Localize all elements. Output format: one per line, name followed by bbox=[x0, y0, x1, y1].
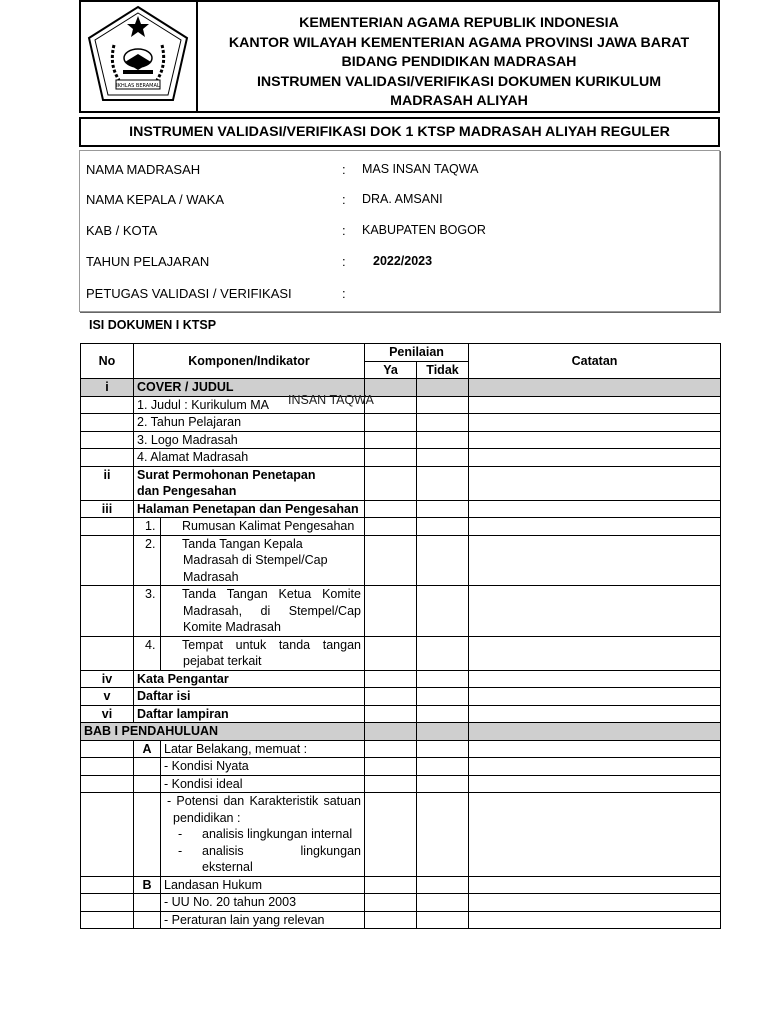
cell-notes[interactable] bbox=[469, 414, 721, 432]
cell-yes[interactable] bbox=[365, 466, 417, 500]
internal-analysis-label: - analisis lingkungan internal bbox=[178, 827, 353, 841]
cell-notes[interactable] bbox=[469, 466, 721, 500]
cell-notes[interactable] bbox=[469, 500, 721, 518]
row-label: - Kondisi Nyata bbox=[161, 758, 365, 776]
cell-yes[interactable] bbox=[365, 723, 417, 741]
cell-yes[interactable] bbox=[365, 636, 417, 670]
cell-no[interactable] bbox=[417, 379, 469, 397]
header-text bbox=[198, 14, 720, 112]
cell-yes[interactable] bbox=[365, 670, 417, 688]
col-header-component: Komponen/Indikator bbox=[134, 344, 365, 379]
table-row bbox=[81, 636, 721, 670]
cell-notes[interactable] bbox=[469, 758, 721, 776]
logo-cell bbox=[79, 0, 198, 113]
cell-notes[interactable] bbox=[469, 449, 721, 467]
cell-no[interactable] bbox=[417, 705, 469, 723]
cell-notes[interactable] bbox=[469, 775, 721, 793]
info-separator: : bbox=[342, 286, 346, 301]
cell-no[interactable] bbox=[417, 740, 469, 758]
cell-no[interactable] bbox=[417, 414, 469, 432]
info-separator: : bbox=[342, 254, 346, 269]
row-label: 4. Tempat untuk tanda tangan pejabat terkait bbox=[161, 636, 365, 670]
cell-notes[interactable] bbox=[469, 740, 721, 758]
potential-label: - Potensi dan Karakteristik satuan pendidikan : bbox=[167, 794, 361, 825]
cell-yes[interactable] bbox=[365, 518, 417, 536]
header-line-division: BIDANG PENDIDIKAN MADRASAH bbox=[341, 54, 577, 70]
cell-no[interactable] bbox=[417, 911, 469, 929]
table-row bbox=[81, 894, 721, 912]
row-label: 4. Alamat Madrasah bbox=[134, 449, 365, 467]
row-number: vi bbox=[81, 705, 134, 723]
row-label: - Kondisi ideal bbox=[161, 775, 365, 793]
cell-no[interactable] bbox=[417, 636, 469, 670]
cell-yes[interactable] bbox=[365, 449, 417, 467]
row-label: 1. Rumusan Kalimat Pengesahan bbox=[161, 518, 365, 536]
cell-no[interactable] bbox=[417, 670, 469, 688]
row-label: 2. Tahun Pelajaran bbox=[134, 414, 365, 432]
table-row bbox=[81, 911, 721, 929]
cell-notes[interactable] bbox=[469, 793, 721, 877]
table-row bbox=[81, 705, 721, 723]
cell-notes[interactable] bbox=[469, 894, 721, 912]
header-line-ministry: KEMENTERIAN AGAMA REPUBLIK INDONESIA bbox=[299, 15, 619, 31]
cell-no[interactable] bbox=[417, 500, 469, 518]
cell-notes[interactable] bbox=[469, 911, 721, 929]
table-row bbox=[81, 775, 721, 793]
table-row bbox=[81, 876, 721, 894]
cell-no[interactable] bbox=[417, 431, 469, 449]
table-row bbox=[81, 586, 721, 637]
row-number: i bbox=[81, 379, 134, 397]
table-row bbox=[81, 518, 721, 536]
cell-no[interactable] bbox=[417, 775, 469, 793]
row-label: - UU No. 20 tahun 2003 bbox=[161, 894, 365, 912]
cell-notes[interactable] bbox=[469, 876, 721, 894]
col-header-notes: Catatan bbox=[469, 344, 721, 379]
cell-notes[interactable] bbox=[469, 379, 721, 397]
row-label: Landasan Hukum bbox=[161, 876, 365, 894]
cell-no[interactable] bbox=[417, 688, 469, 706]
info-label: KAB / KOTA bbox=[86, 223, 158, 238]
info-label: TAHUN PELAJARAN bbox=[86, 254, 210, 269]
table-row-section bbox=[81, 379, 721, 397]
cell-yes[interactable] bbox=[365, 500, 417, 518]
row-label: 3. Logo Madrasah bbox=[134, 431, 365, 449]
section-heading: ISI DOKUMEN I KTSP bbox=[89, 318, 217, 332]
row-label: Halaman Penetapan dan Pengesahan bbox=[134, 500, 365, 518]
document-title: INSTRUMEN VALIDASI/VERIFIKASI DOK 1 KTSP MADRASAH ALIYAH REGULER bbox=[79, 117, 720, 147]
info-label: NAMA KEPALA / WAKA bbox=[86, 192, 224, 207]
table-row bbox=[81, 688, 721, 706]
row-label: 1. Judul : Kurikulum MA bbox=[134, 396, 365, 414]
cell-notes[interactable] bbox=[469, 705, 721, 723]
cell-notes[interactable] bbox=[469, 431, 721, 449]
cell-no[interactable] bbox=[417, 758, 469, 776]
row-label: Latar Belakang, memuat : bbox=[161, 740, 365, 758]
cell-no[interactable] bbox=[417, 535, 469, 586]
school-info-box bbox=[79, 150, 720, 312]
cell-no[interactable] bbox=[417, 894, 469, 912]
table-row bbox=[81, 431, 721, 449]
info-value-school-name: MAS INSAN TAQWA bbox=[362, 162, 479, 176]
row-number: v bbox=[81, 688, 134, 706]
cell-no[interactable] bbox=[417, 466, 469, 500]
table-row bbox=[81, 793, 721, 877]
info-value-school-year: 2022/2023 bbox=[373, 254, 433, 268]
row-label: Surat Permohonan Penetapan dan Pengesahan bbox=[134, 466, 365, 500]
cell-notes[interactable] bbox=[469, 535, 721, 586]
cell-notes[interactable] bbox=[469, 586, 721, 637]
row-label: Daftar lampiran bbox=[134, 705, 365, 723]
table-row bbox=[81, 740, 721, 758]
filled-school-name: INSAN TAQWA bbox=[288, 393, 374, 407]
table-row bbox=[81, 396, 721, 414]
table-row bbox=[81, 500, 721, 518]
info-value-regency: KABUPATEN BOGOR bbox=[362, 223, 486, 237]
info-value-head-name: DRA. AMSANI bbox=[362, 192, 443, 206]
cell-yes[interactable] bbox=[365, 894, 417, 912]
cell-notes[interactable] bbox=[469, 518, 721, 536]
cell-no[interactable] bbox=[417, 586, 469, 637]
info-separator: : bbox=[342, 162, 346, 177]
cell-no[interactable] bbox=[417, 449, 469, 467]
chapter-heading: BAB I PENDAHULUAN bbox=[81, 723, 365, 741]
row-label: Kata Pengantar bbox=[134, 670, 365, 688]
sub-label: A bbox=[134, 740, 161, 758]
cell-yes[interactable] bbox=[365, 414, 417, 432]
row-label: - Peraturan lain yang relevan bbox=[161, 911, 365, 929]
header-line-regional-office: KANTOR WILAYAH KEMENTERIAN AGAMA PROVINSI JAWA BARAT bbox=[228, 34, 690, 51]
table-row bbox=[81, 414, 721, 432]
cell-no[interactable] bbox=[417, 396, 469, 414]
info-label: PETUGAS VALIDASI / VERIFIKASI bbox=[86, 286, 292, 301]
cell-yes[interactable] bbox=[365, 793, 417, 877]
table-row bbox=[81, 535, 721, 586]
row-label bbox=[161, 793, 365, 877]
cell-yes[interactable] bbox=[365, 705, 417, 723]
table-row bbox=[81, 758, 721, 776]
header-line-madrasah: MADRASAH ALIYAH bbox=[390, 93, 528, 109]
info-separator: : bbox=[342, 192, 346, 207]
cell-yes[interactable] bbox=[365, 775, 417, 793]
table-row bbox=[81, 670, 721, 688]
external-analysis-label: - analisis lingkungan eksternal bbox=[178, 843, 361, 874]
cell-notes[interactable] bbox=[469, 670, 721, 688]
cell-no[interactable] bbox=[417, 518, 469, 536]
row-label: COVER / JUDUL bbox=[134, 379, 365, 397]
cell-yes[interactable] bbox=[365, 758, 417, 776]
row-number: iii bbox=[81, 500, 134, 518]
table-header-row bbox=[81, 344, 721, 362]
table-row-section bbox=[81, 723, 721, 741]
cell-notes[interactable] bbox=[469, 723, 721, 741]
cell-yes[interactable] bbox=[365, 740, 417, 758]
table-row bbox=[81, 466, 721, 500]
cell-yes[interactable] bbox=[365, 911, 417, 929]
cell-yes[interactable] bbox=[365, 431, 417, 449]
ministry-emblem-icon bbox=[79, 0, 198, 113]
table-row bbox=[81, 449, 721, 467]
row-number: iv bbox=[81, 670, 134, 688]
header-line-instrument: INSTRUMEN VALIDASI/VERIFIKASI DOKUMEN KURIKULUM bbox=[256, 73, 662, 90]
cell-no[interactable] bbox=[417, 793, 469, 877]
cell-yes[interactable] bbox=[365, 586, 417, 637]
row-label: Daftar isi bbox=[134, 688, 365, 706]
row-label: 3. Tanda Tangan Ketua Komite Madrasah, di Stempel/Cap Komite Madrasah bbox=[161, 586, 365, 637]
col-header-no: No bbox=[81, 344, 134, 379]
cell-yes[interactable] bbox=[365, 876, 417, 894]
row-number: ii bbox=[81, 466, 134, 500]
col-header-no-rating: Tidak bbox=[417, 361, 469, 379]
row-label: 2. Tanda Tangan Kepala Madrasah di Stempel/Cap Madrasah bbox=[161, 535, 365, 586]
cell-no[interactable] bbox=[417, 876, 469, 894]
col-header-yes: Ya bbox=[365, 361, 417, 379]
cell-yes[interactable] bbox=[365, 688, 417, 706]
info-separator: : bbox=[342, 223, 346, 238]
col-header-rating: Penilaian bbox=[365, 344, 469, 362]
svg-text:IKHLAS BERAMAL: IKHLAS BERAMAL bbox=[116, 83, 160, 89]
cell-notes[interactable] bbox=[469, 636, 721, 670]
info-label: NAMA MADRASAH bbox=[86, 162, 201, 177]
cell-yes[interactable] bbox=[365, 535, 417, 586]
cell-notes[interactable] bbox=[469, 396, 721, 414]
sub-label: B bbox=[134, 876, 161, 894]
cell-no[interactable] bbox=[417, 723, 469, 741]
validation-table bbox=[80, 343, 721, 929]
cell-notes[interactable] bbox=[469, 688, 721, 706]
